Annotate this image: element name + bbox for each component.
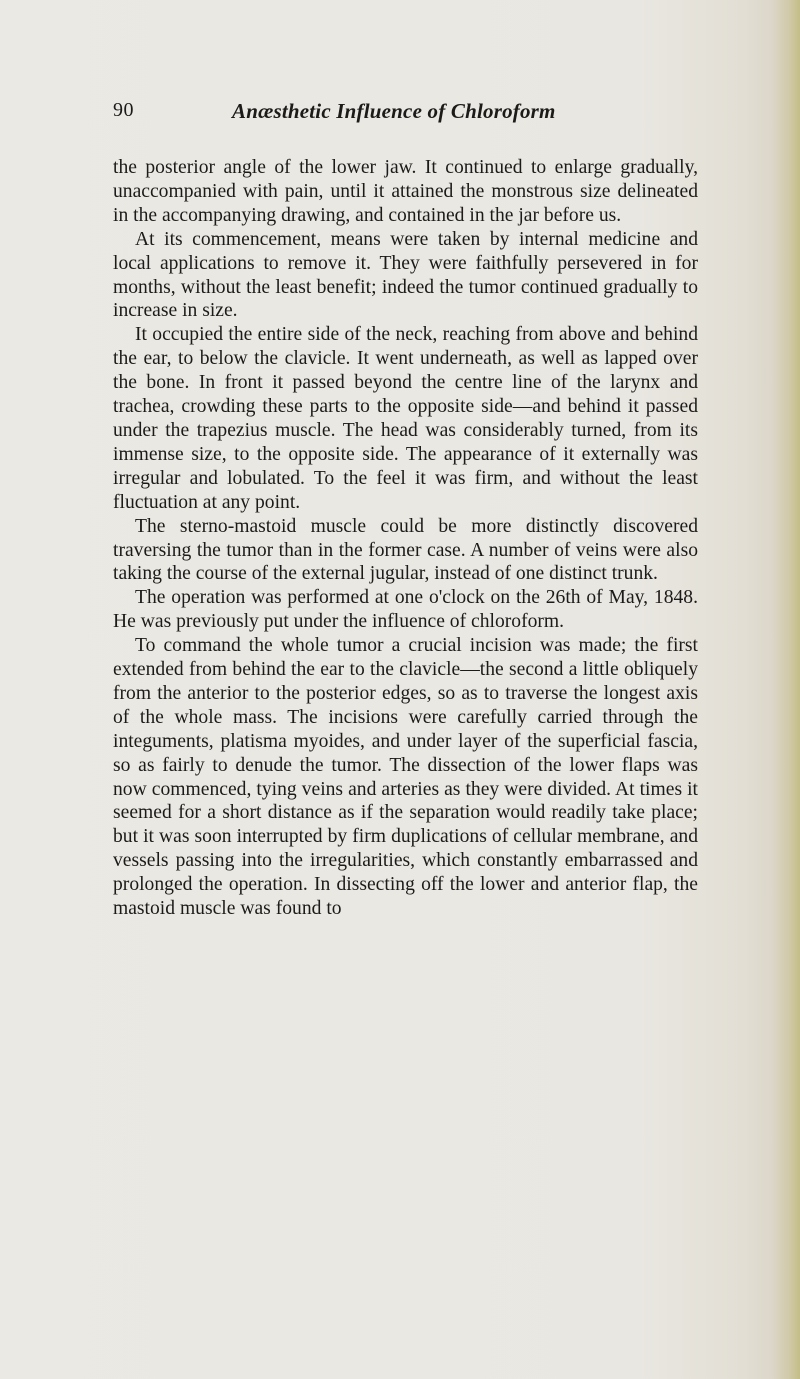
paragraph: To command the whole tumor a crucial incision was made; the first extended from behind the ear to the clavicle—the second a little obliquely from the anterior to the posterior edges, so as to traverse the longest axis of the whole mass. The incisions were carefully carried through the integuments, platisma myoides, and under layer of the superficial fascia, so as fairly to denude the tumor. The dissection of the lower flaps was now commenced, tying veins and arteries as they were divided. At times it seemed for a short distance as if the separation would readily take place; but it was soon interrupted by firm duplications of cellular membrane, and vessels passing into the irregularities, which constantly embarrassed and prolonged the operation. In dissecting off the lower and anterior flap, the mastoid muscle was found to	[113, 635, 698, 920]
paragraph: the posterior angle of the lower jaw. It continued to enlarge gradually, unaccompanied with pain, until it attained the monstrous size delineated in the accompanying drawing, and contained in the jar before us.	[113, 157, 698, 226]
page-number: 90	[113, 99, 134, 121]
page-edge-stain	[772, 0, 800, 1379]
paragraph: The operation was performed at one o'clock on the 26th of May, 1848. He was previously put under the influence of chloroform.	[113, 587, 698, 633]
body-text	[113, 156, 698, 921]
paragraph: The sterno-mastoid muscle could be more distinctly discovered traversing the tumor than in the former case. A number of veins were also taking the course of the external jugular, instead of one distinct trunk.	[113, 515, 698, 585]
paragraph: At its commencement, means were taken by internal medicine and local applications to remove it. They were faithfully persevered in for months, without the least benefit; indeed the tumor continued gradually to increase in size.	[113, 228, 698, 322]
running-head	[0, 99, 800, 129]
running-title: Anæsthetic Influence of Chloroform	[232, 99, 556, 123]
paragraph: It occupied the entire side of the neck, reaching from above and behind the ear, to below the clavicle. It went underneath, as well as lapped over the bone. In front it passed beyond the centre line of the larynx and trachea, crowding these parts to the opposite side—and behind it passed under the trapezius muscle. The head was considerably turned, from its immense size, to the opposite side. The appearance of it externally was irregular and lobulated. To the feel it was firm, and without the least fluctuation at any point.	[113, 324, 698, 513]
